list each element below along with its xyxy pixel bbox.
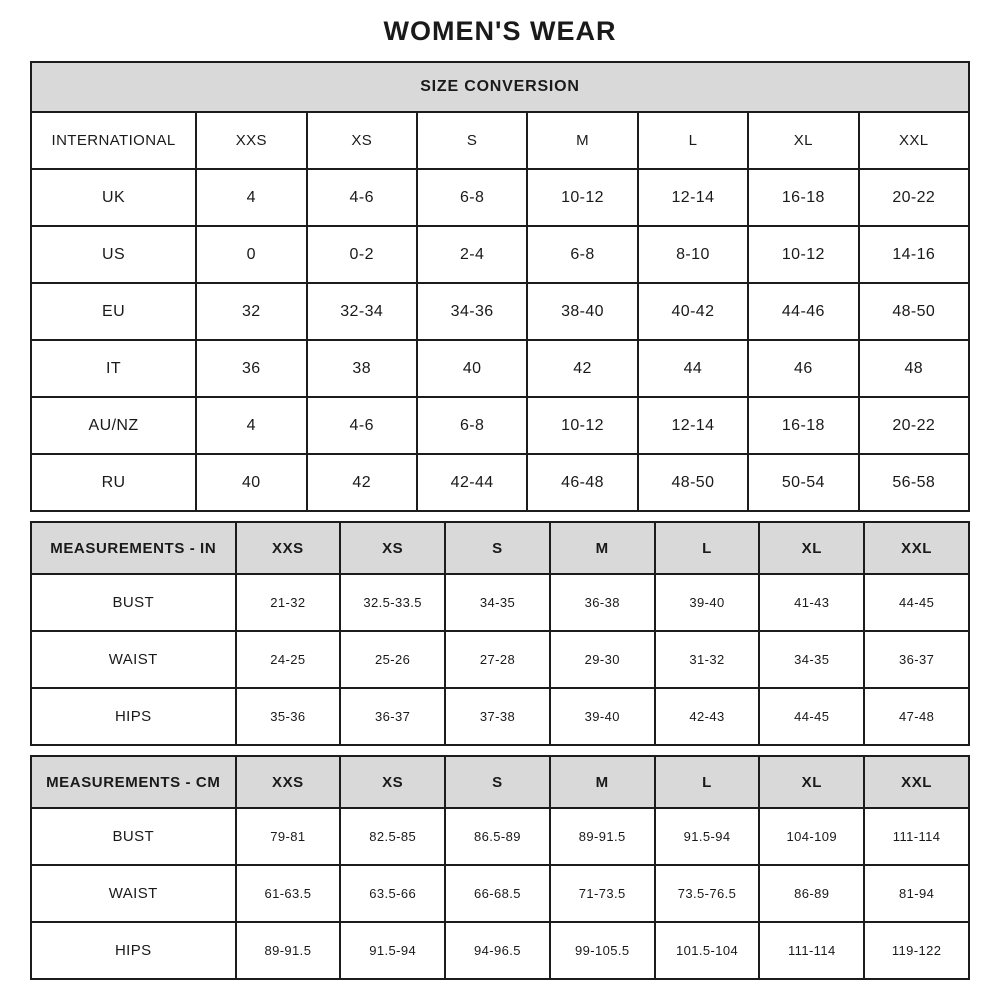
measurements-in-title: MEASUREMENTS - IN xyxy=(31,522,236,574)
table-row-waist-cm xyxy=(31,865,969,922)
column-header-xl: XL xyxy=(759,756,864,808)
measurements-in-table xyxy=(30,521,970,746)
table-cell: 71-73.5 xyxy=(550,865,655,922)
table-cell: 101.5-104 xyxy=(655,922,760,979)
table-cell: 16-18 xyxy=(748,397,858,454)
table-cell: 2-4 xyxy=(417,226,527,283)
table-cell: 39-40 xyxy=(550,688,655,745)
table-cell: 38-40 xyxy=(527,283,637,340)
row-label: WAIST xyxy=(31,865,236,922)
table-cell: 32.5-33.5 xyxy=(340,574,445,631)
row-label: WAIST xyxy=(31,631,236,688)
row-label: US xyxy=(31,226,196,283)
table-cell: 119-122 xyxy=(864,922,969,979)
column-header-xl: XL xyxy=(748,112,858,169)
table-cell: 10-12 xyxy=(527,397,637,454)
table-cell: 36-38 xyxy=(550,574,655,631)
column-header-s: S xyxy=(445,756,550,808)
table-cell: 82.5-85 xyxy=(340,808,445,865)
column-header-s: S xyxy=(445,522,550,574)
table-cell: 104-109 xyxy=(759,808,864,865)
column-header-xs: XS xyxy=(340,522,445,574)
table-row-waist-in xyxy=(31,631,969,688)
table-cell: 94-96.5 xyxy=(445,922,550,979)
table-cell: 42-43 xyxy=(655,688,760,745)
table-cell: 61-63.5 xyxy=(236,865,341,922)
column-header-xs: XS xyxy=(307,112,417,169)
table-cell: 20-22 xyxy=(859,397,969,454)
table-cell: 91.5-94 xyxy=(655,808,760,865)
table-row-ru xyxy=(31,454,969,511)
table-cell: 47-48 xyxy=(864,688,969,745)
column-header-xxl: XXL xyxy=(864,522,969,574)
table-cell: 63.5-66 xyxy=(340,865,445,922)
size-conversion-title: SIZE CONVERSION xyxy=(31,62,969,112)
table-cell: 24-25 xyxy=(236,631,341,688)
table-cell: 48-50 xyxy=(859,283,969,340)
table-cell: 14-16 xyxy=(859,226,969,283)
table-cell: 91.5-94 xyxy=(340,922,445,979)
table-cell: 12-14 xyxy=(638,397,748,454)
table-cell: 56-58 xyxy=(859,454,969,511)
row-label: IT xyxy=(31,340,196,397)
table-row-uk xyxy=(31,169,969,226)
size-conversion-table xyxy=(30,61,970,512)
table-cell: 10-12 xyxy=(748,226,858,283)
table-cell: 44-46 xyxy=(748,283,858,340)
table-cell: 4 xyxy=(196,397,306,454)
column-header-m: M xyxy=(527,112,637,169)
measurements-cm-header-row xyxy=(31,756,969,808)
table-cell: 0-2 xyxy=(307,226,417,283)
measurements-in-header-row xyxy=(31,522,969,574)
table-cell: 16-18 xyxy=(748,169,858,226)
table-cell: 46-48 xyxy=(527,454,637,511)
column-header-l: L xyxy=(655,756,760,808)
table-cell: 66-68.5 xyxy=(445,865,550,922)
row-label: EU xyxy=(31,283,196,340)
table-cell: 40 xyxy=(417,340,527,397)
table-cell: 31-32 xyxy=(655,631,760,688)
table-row-bust-cm xyxy=(31,808,969,865)
table-cell: 12-14 xyxy=(638,169,748,226)
table-cell: 44 xyxy=(638,340,748,397)
table-cell: 35-36 xyxy=(236,688,341,745)
row-label: RU xyxy=(31,454,196,511)
table-cell: 32-34 xyxy=(307,283,417,340)
table-cell: 89-91.5 xyxy=(236,922,341,979)
table-cell: 34-35 xyxy=(759,631,864,688)
table-cell: 79-81 xyxy=(236,808,341,865)
table-cell: 34-35 xyxy=(445,574,550,631)
table-cell: 48-50 xyxy=(638,454,748,511)
column-header-xxl: XXL xyxy=(859,112,969,169)
table-cell: 4 xyxy=(196,169,306,226)
table-cell: 50-54 xyxy=(748,454,858,511)
table-row-it xyxy=(31,340,969,397)
table-cell: 111-114 xyxy=(864,808,969,865)
row-label: HIPS xyxy=(31,922,236,979)
table-cell: 6-8 xyxy=(527,226,637,283)
table-row-hips-in xyxy=(31,688,969,745)
row-label: HIPS xyxy=(31,688,236,745)
table-cell: 27-28 xyxy=(445,631,550,688)
table-cell: 32 xyxy=(196,283,306,340)
table-cell: 29-30 xyxy=(550,631,655,688)
table-cell: 89-91.5 xyxy=(550,808,655,865)
measurements-cm-table xyxy=(30,755,970,980)
table-cell: 48 xyxy=(859,340,969,397)
column-header-xxs: XXS xyxy=(196,112,306,169)
table-cell: 36 xyxy=(196,340,306,397)
column-header-m: M xyxy=(550,522,655,574)
column-header-xxs: XXS xyxy=(236,756,341,808)
column-header-xl: XL xyxy=(759,522,864,574)
table-row-bust-in xyxy=(31,574,969,631)
table-cell: 36-37 xyxy=(864,631,969,688)
table-cell: 8-10 xyxy=(638,226,748,283)
column-header-xs: XS xyxy=(340,756,445,808)
table-cell: 99-105.5 xyxy=(550,922,655,979)
table-cell: 34-36 xyxy=(417,283,527,340)
table-cell: 44-45 xyxy=(864,574,969,631)
table-cell: 25-26 xyxy=(340,631,445,688)
table-cell: 111-114 xyxy=(759,922,864,979)
table-cell: 86.5-89 xyxy=(445,808,550,865)
column-header-l: L xyxy=(638,112,748,169)
table-cell: 0 xyxy=(196,226,306,283)
table-row-aunz xyxy=(31,397,969,454)
measurements-cm-title: MEASUREMENTS - CM xyxy=(31,756,236,808)
table-cell: 81-94 xyxy=(864,865,969,922)
table-cell: 42-44 xyxy=(417,454,527,511)
row-label: BUST xyxy=(31,574,236,631)
column-header-xxl: XXL xyxy=(864,756,969,808)
table-cell: 21-32 xyxy=(236,574,341,631)
table-cell: 20-22 xyxy=(859,169,969,226)
table-cell: 6-8 xyxy=(417,397,527,454)
table-cell: 44-45 xyxy=(759,688,864,745)
table-cell: 6-8 xyxy=(417,169,527,226)
table-row-hips-cm xyxy=(31,922,969,979)
column-header-xxs: XXS xyxy=(236,522,341,574)
table-cell: 38 xyxy=(307,340,417,397)
table-cell: 4-6 xyxy=(307,169,417,226)
table-cell: 39-40 xyxy=(655,574,760,631)
table-cell: 42 xyxy=(307,454,417,511)
row-label: UK xyxy=(31,169,196,226)
row-label: BUST xyxy=(31,808,236,865)
table-cell: 86-89 xyxy=(759,865,864,922)
table-cell: 10-12 xyxy=(527,169,637,226)
table-cell: 40 xyxy=(196,454,306,511)
table-cell: 41-43 xyxy=(759,574,864,631)
table-cell: 37-38 xyxy=(445,688,550,745)
table-cell: 42 xyxy=(527,340,637,397)
size-conversion-header-row xyxy=(31,62,969,112)
table-cell: 46 xyxy=(748,340,858,397)
page-title: WOMEN'S WEAR xyxy=(383,16,617,46)
table-cell: 36-37 xyxy=(340,688,445,745)
table-cell: 73.5-76.5 xyxy=(655,865,760,922)
column-header-l: L xyxy=(655,522,760,574)
column-header-international: INTERNATIONAL xyxy=(31,112,196,169)
size-conversion-columns-row xyxy=(31,112,969,169)
table-cell: 40-42 xyxy=(638,283,748,340)
table-row-us xyxy=(31,226,969,283)
table-cell: 4-6 xyxy=(307,397,417,454)
table-row-eu xyxy=(31,283,969,340)
column-header-m: M xyxy=(550,756,655,808)
row-label: AU/NZ xyxy=(31,397,196,454)
column-header-s: S xyxy=(417,112,527,169)
